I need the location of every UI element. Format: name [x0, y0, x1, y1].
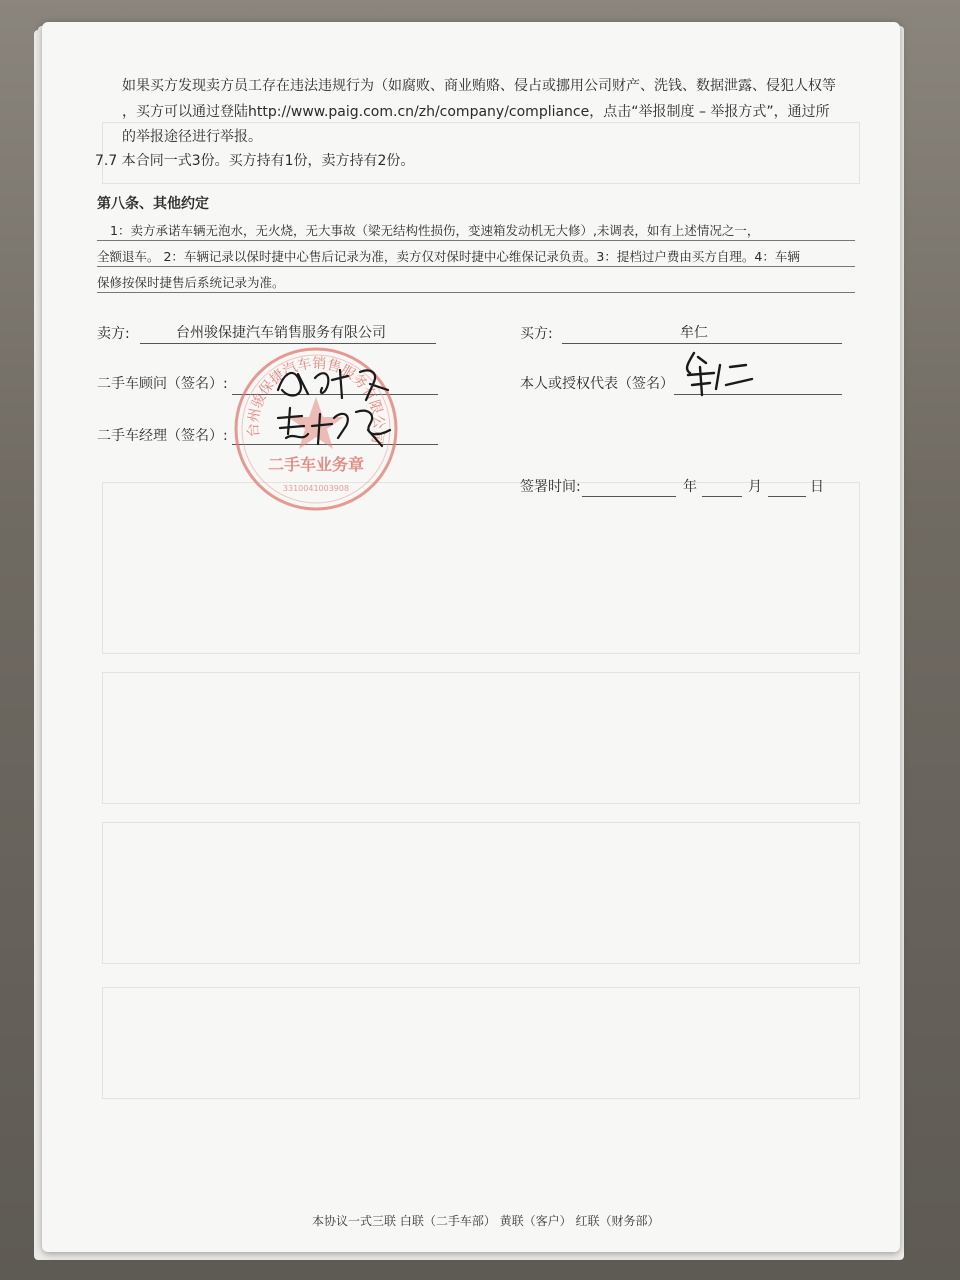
line-rule — [97, 240, 855, 241]
compliance-line-2: ，买方可以通过登陆http://www.paig.com.cn/zh/company/compliance，点击“举报制度 – 举报方式”，通过所 — [122, 104, 830, 120]
buyer-name: 牟仁 — [680, 325, 708, 341]
seal-number: 3310041003908 — [282, 484, 350, 493]
article-8-line-2: 全额退车。 2：车辆记录以保时捷中心售后记录为准，卖方仅对保时捷中心维保记录负责。3：提档过户费由买方自理。4：车辆 — [97, 249, 800, 264]
advisor-signature — [270, 360, 410, 405]
manager-signature — [272, 404, 412, 452]
month-label: 月 — [748, 479, 762, 495]
show-through-table — [102, 987, 860, 1099]
compliance-line-1: 如果买方发现卖方员工存在违法违规行为（如腐败、商业贿赂、侵占或挪用公司财产、洗钱、数据泄露、侵犯人权等 — [122, 78, 836, 94]
year-label: 年 — [683, 479, 697, 495]
advisor-signature-label: 二手车顾问（签名）: — [97, 376, 228, 392]
clause-7-7: 7.7 本合同一式3份。买方持有1份，卖方持有2份。 — [95, 153, 415, 169]
seller-name: 台州骏保捷汽车销售服务有限公司 — [176, 325, 386, 341]
sign-day-line — [768, 496, 806, 497]
day-label: 日 — [810, 479, 824, 495]
line-rule — [97, 266, 855, 267]
article-8-line-1: 1：卖方承诺车辆无泡水，无火烧，无大事故（梁无结构性损伤，变速箱发动机无大修）,未调表，如有上述情况之一， — [110, 223, 760, 238]
show-through-table — [102, 672, 860, 804]
article-8-line-3: 保修按保时捷售后系统记录为准。 — [97, 275, 285, 290]
seller-name-line — [140, 343, 436, 344]
line-rule — [97, 292, 855, 293]
buyer-signature — [680, 345, 760, 403]
seal-arc-text: 台州骏保捷汽车销售服务有限公司 — [245, 355, 387, 446]
article-8-heading: 第八条、其他约定 — [97, 196, 209, 212]
buyer-label: 买方: — [520, 326, 553, 342]
seal-center-text: 二手车业务章 — [267, 455, 365, 474]
sign-time-label: 签署时间: — [520, 479, 581, 495]
buyer-name-line — [562, 343, 842, 344]
show-through-table — [102, 482, 860, 654]
page-footer: 本协议一式三联 白联（二手车部） 黄联（客户） 红联（财务部） — [312, 1214, 660, 1228]
sign-month-line — [702, 496, 742, 497]
show-through-table — [102, 822, 860, 964]
sign-year-line — [582, 496, 676, 497]
seller-label: 卖方: — [97, 326, 130, 342]
buyer-rep-signature-label: 本人或授权代表（签名） — [520, 376, 674, 392]
compliance-line-3: 的举报途径进行举报。 — [122, 129, 262, 145]
manager-signature-label: 二手车经理（签名）: — [97, 428, 228, 444]
